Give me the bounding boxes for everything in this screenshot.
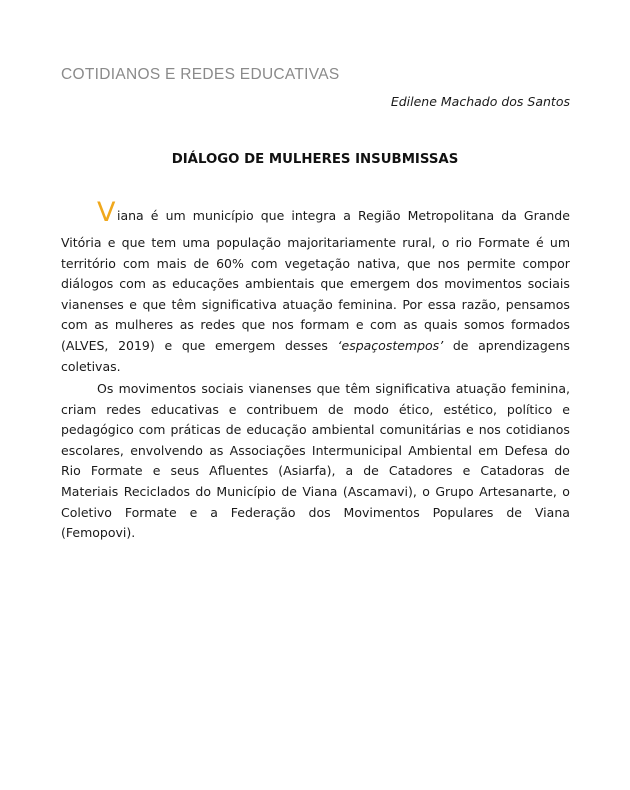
word: redes <box>200 317 236 333</box>
word: criam <box>61 401 97 417</box>
word: é <box>536 235 544 250</box>
word: nos <box>437 255 460 271</box>
word: as <box>94 317 109 333</box>
word: nativa, <box>357 255 401 271</box>
word: 2019) <box>118 337 155 353</box>
word: de <box>363 463 379 479</box>
word: de <box>281 483 297 499</box>
word: Viana <box>302 483 338 499</box>
word: Populares <box>432 504 494 520</box>
word: que <box>316 381 341 396</box>
word: tem <box>151 235 177 250</box>
word: nos <box>478 422 501 438</box>
word: um <box>165 208 186 223</box>
word: somos <box>463 317 505 333</box>
word: dos <box>308 504 331 520</box>
word: é <box>150 208 159 223</box>
text-line <box>61 295 570 316</box>
word: em <box>478 442 499 458</box>
word: ambientais <box>244 276 315 292</box>
word: pedagógico <box>61 422 134 438</box>
word: Por <box>402 296 423 312</box>
word: desses <box>285 337 328 353</box>
word: contribuem <box>246 401 319 417</box>
word: rio <box>455 235 472 250</box>
text-segment: (Femopovi). <box>61 525 136 541</box>
word: e <box>152 463 161 479</box>
word: de <box>554 463 570 479</box>
word: significativa <box>201 296 277 312</box>
word: atuação <box>455 381 507 396</box>
word: comunitárias <box>379 422 461 438</box>
word: Município <box>216 483 276 499</box>
word: feminina. <box>338 296 397 312</box>
word: que <box>181 337 206 353</box>
word: com <box>250 255 278 271</box>
text-line <box>61 461 570 482</box>
word: mais <box>156 255 187 271</box>
paragraph-1-first-line <box>61 198 570 228</box>
word: com <box>119 276 146 292</box>
word: Afluentes <box>209 463 269 479</box>
word: emergem <box>349 276 411 292</box>
word: Movimentos <box>343 504 420 520</box>
text-line <box>61 400 570 421</box>
word: Formate <box>90 463 143 479</box>
word: movimentos <box>444 276 522 292</box>
text-line <box>61 441 570 462</box>
text-line-with-emphasis <box>61 336 570 357</box>
word: têm <box>171 296 197 312</box>
word: envolvendo <box>130 442 203 458</box>
word: de <box>327 401 344 417</box>
word: as <box>403 317 418 333</box>
word: com <box>370 317 397 333</box>
word: aprendizagens <box>478 337 570 353</box>
word: significativa <box>375 381 451 396</box>
word: (Ascamavi), <box>342 483 417 499</box>
word: Os <box>97 381 114 396</box>
word: essa <box>427 296 457 312</box>
word: movimentos <box>118 381 197 396</box>
word: pensamos <box>505 296 570 312</box>
first-line-words <box>117 208 570 224</box>
word: um <box>549 235 570 250</box>
word: população <box>216 235 282 250</box>
text-segment: coletivas. <box>61 358 121 374</box>
text-line <box>61 274 570 295</box>
text-line <box>61 503 570 524</box>
text-line <box>61 482 570 503</box>
word: da <box>501 208 517 223</box>
emphasized-term: ‘espaçostempos’ <box>337 337 444 353</box>
paragraph-2 <box>61 379 570 544</box>
word: escolares, <box>61 442 124 458</box>
word: Materiais <box>61 483 119 499</box>
text-line <box>61 254 570 275</box>
word: sociais <box>527 276 570 292</box>
word: Intermunicipal <box>311 442 402 458</box>
word: Associações <box>229 442 306 458</box>
word: Coletivo <box>61 504 112 520</box>
word: de <box>193 255 210 271</box>
word: com <box>61 317 88 333</box>
word: município <box>192 208 254 223</box>
word: emergem <box>215 337 276 353</box>
word: educação <box>246 422 307 438</box>
word: e <box>355 317 364 333</box>
word: educações <box>172 276 239 292</box>
word: de <box>506 504 522 520</box>
word: práticas <box>170 422 221 438</box>
word: que <box>241 317 266 333</box>
word: com <box>122 255 150 271</box>
word: Grande <box>523 208 570 223</box>
word: 60% <box>216 255 244 271</box>
word: educativas <box>150 401 219 417</box>
word: iana <box>117 208 144 223</box>
word: e <box>129 296 137 312</box>
word: que <box>142 296 167 312</box>
word: que <box>260 208 285 223</box>
text-line <box>61 315 570 336</box>
word: têm <box>345 381 371 396</box>
word: ambiental <box>311 422 375 438</box>
word: Defesa <box>504 442 549 458</box>
word: do <box>554 442 570 458</box>
text-line <box>61 420 570 441</box>
word: Catadores <box>388 463 453 479</box>
word: Reciclados <box>123 483 190 499</box>
word: e <box>562 401 570 417</box>
word: seus <box>170 463 200 479</box>
word: formados <box>511 317 570 333</box>
word: as <box>179 317 194 333</box>
word: a <box>343 208 351 223</box>
word: permite <box>466 255 516 271</box>
word: vianenses <box>248 381 312 396</box>
word: dos <box>416 276 439 292</box>
word: Artesanarte, <box>479 483 557 499</box>
word: as <box>151 276 167 292</box>
word: Viana <box>534 504 570 520</box>
word: do <box>195 483 211 499</box>
word: vianenses <box>61 296 124 312</box>
word: Grupo <box>435 483 474 499</box>
word: político <box>506 401 553 417</box>
word: e <box>228 401 237 417</box>
word: rural, <box>402 235 436 250</box>
text-line-last <box>61 357 570 378</box>
word: (Asiarfa), <box>278 463 336 479</box>
word: o <box>562 483 570 499</box>
text-line-last <box>61 523 570 544</box>
word: quais <box>423 317 458 333</box>
word: vegetação <box>284 255 351 271</box>
word: Região <box>357 208 401 223</box>
paragraph-1 <box>61 233 570 377</box>
word: estético, <box>443 401 497 417</box>
word: a <box>210 504 218 520</box>
word: integra <box>291 208 337 223</box>
word: o <box>441 235 450 250</box>
word: nos <box>271 317 294 333</box>
word: e <box>462 463 471 479</box>
word: Rio <box>61 463 81 479</box>
text-line <box>61 233 570 254</box>
author-name: Edilene Machado dos Santos <box>390 94 570 109</box>
word: mulheres <box>114 317 174 333</box>
word: de <box>452 337 469 353</box>
word: uma <box>182 235 211 250</box>
word: a <box>345 463 354 479</box>
word: razão, <box>461 296 501 312</box>
word: e <box>107 235 116 250</box>
article-title: DIÁLOGO DE MULHERES INSUBMISSAS <box>171 152 459 167</box>
word: e <box>189 504 198 520</box>
word: as <box>209 442 224 458</box>
word: o <box>422 483 430 499</box>
word: Formate <box>124 504 177 520</box>
word: (ALVES, <box>61 337 109 353</box>
word: Ambiental <box>408 442 473 458</box>
word: que <box>121 235 146 250</box>
word: ético, <box>398 401 434 417</box>
running-header: COTIDIANOS E REDES EDUCATIVAS <box>61 66 340 83</box>
word: e <box>164 337 173 353</box>
word: atuação <box>282 296 333 312</box>
word: formam <box>300 317 350 333</box>
word: majoritariamente <box>287 235 397 250</box>
word: modo <box>353 401 389 417</box>
word: compor <box>522 255 570 271</box>
word: Catadoras <box>480 463 545 479</box>
word: Federação <box>230 504 296 520</box>
word: que <box>407 255 431 271</box>
word: Formate <box>478 235 530 250</box>
drop-cap: V <box>97 197 116 228</box>
word: que <box>320 276 344 292</box>
word: território <box>61 255 116 271</box>
word: com <box>138 422 166 438</box>
word: sociais <box>201 381 244 396</box>
word: Vitória <box>61 235 102 250</box>
word: Metropolitana <box>407 208 495 223</box>
word: de <box>225 422 242 438</box>
word: e <box>465 422 474 438</box>
word: cotidianos <box>505 422 570 438</box>
word: diálogos <box>61 276 114 292</box>
word: feminina, <box>511 381 570 396</box>
text-line-indented <box>61 379 570 400</box>
word: redes <box>106 401 141 417</box>
